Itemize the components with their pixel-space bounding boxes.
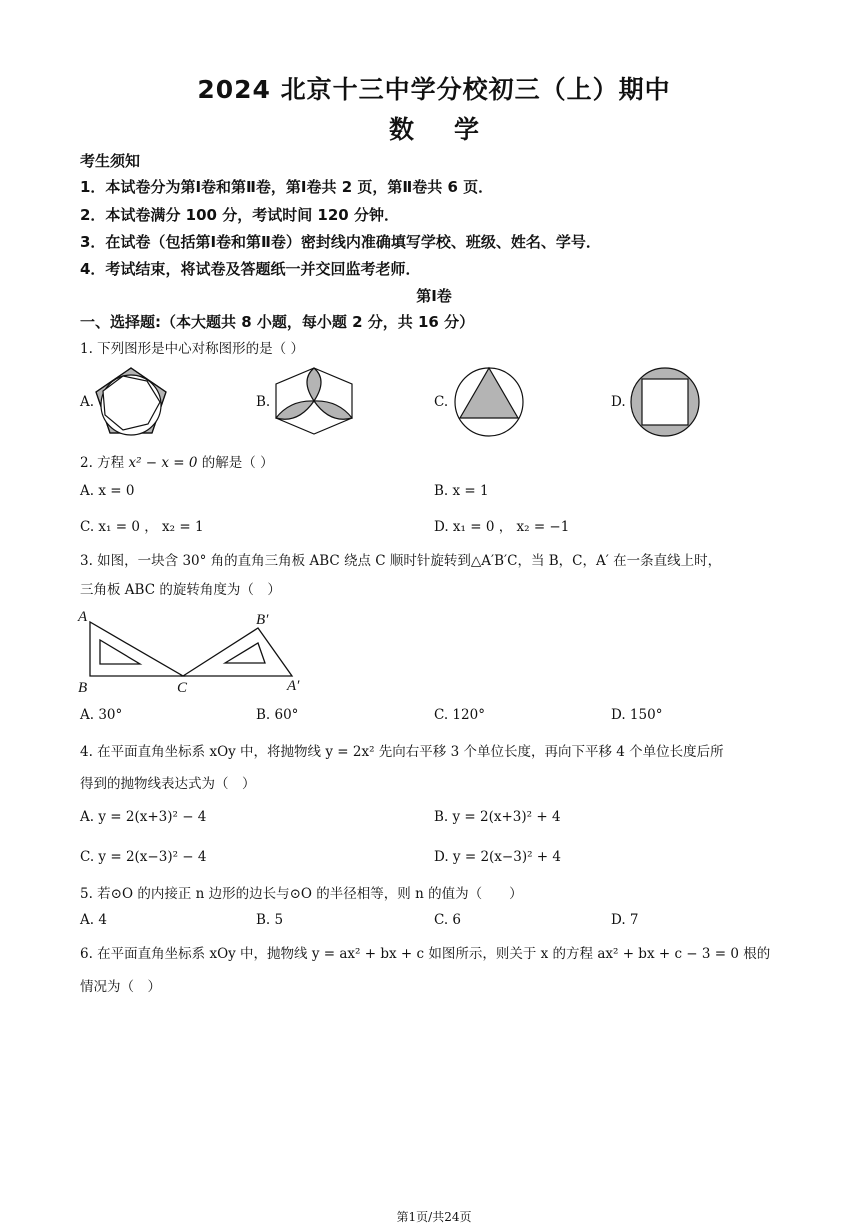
q5-option-b: B. 5 bbox=[256, 912, 284, 928]
label-a-prime: A′ bbox=[287, 678, 300, 694]
question-2-stem-post: 的解是（ ） bbox=[201, 455, 274, 471]
notice-item: 4．考试结束，将试卷及答题纸一并交回监考老师． bbox=[80, 260, 421, 278]
question-3-line2: 三角板 ABC 的旋转角度为（ ） bbox=[80, 582, 281, 598]
question-2-equation: x² − x = 0 bbox=[128, 455, 198, 471]
q2-option-b: B. x = 1 bbox=[434, 483, 489, 499]
q4-option-a: A. y = 2(x+3)² − 4 bbox=[80, 809, 207, 825]
q5-option-d: D. 7 bbox=[611, 912, 639, 928]
q3-option-c: C. 120° bbox=[434, 707, 485, 723]
q4-option-b: B. y = 2(x+3)² + 4 bbox=[434, 809, 561, 825]
notice-heading: 考生须知 bbox=[80, 152, 141, 170]
option-c-label: C. bbox=[434, 394, 449, 410]
q5-option-a: A. 4 bbox=[80, 912, 107, 928]
q3-option-b: B. 60° bbox=[256, 707, 299, 723]
question-3-line1: 3. 如图，一块含 30° 角的直角三角板 ABC 绕点 C 顺时针旋转到△A′B′C，当 B，C，A′ 在一条直线上时， bbox=[80, 553, 722, 569]
question-4-line1: 4. 在平面直角坐标系 xOy 中，将抛物线 y = 2x² 先向右平移 3 个单位长度，再向下平移 4 个单位长度后所 bbox=[80, 744, 724, 760]
q2-option-a: A. x = 0 bbox=[80, 483, 135, 499]
q5-option-c: C. 6 bbox=[434, 912, 462, 928]
notice-item: 1．本试卷分为第Ⅰ卷和第Ⅱ卷，第Ⅰ卷共 2 页，第Ⅱ卷共 6 页． bbox=[80, 178, 494, 196]
subject-title: 数学 bbox=[388, 115, 519, 144]
page-title: 2024 北京十三中学分校初三（上）期中 bbox=[197, 75, 671, 104]
label-b: B bbox=[78, 680, 88, 696]
section-heading: 一、选择题:（本大题共 8 小题，每小题 2 分，共 16 分） bbox=[80, 313, 475, 331]
question-1-stem: 1. 下列图形是中心对称图形的是（ ） bbox=[80, 341, 304, 357]
q4-option-d: D. y = 2(x−3)² + 4 bbox=[434, 849, 561, 865]
option-a-label: A. bbox=[80, 394, 95, 410]
question-4-line2: 得到的抛物线表达式为（ ） bbox=[80, 776, 256, 792]
label-b-prime: B′ bbox=[256, 612, 269, 628]
question-2-stem-pre: 2. 方程 bbox=[80, 455, 125, 471]
question-6-line1: 6. 在平面直角坐标系 xOy 中，抛物线 y = ax² + bx + c 如图所示，则关于 x 的方程 ax² + bx + c − 3 = 0 根的 bbox=[80, 946, 771, 962]
notice-item: 3．在试卷（包括第Ⅰ卷和第Ⅱ卷）密封线内准确填写学校、班级、姓名、学号． bbox=[80, 233, 601, 251]
q2-option-c: C. x₁ = 0 ， x₂ = 1 bbox=[80, 519, 204, 535]
q3-option-a: A. 30° bbox=[80, 707, 123, 723]
option-b-label: B. bbox=[256, 394, 271, 410]
part-title: 第Ⅰ卷 bbox=[416, 287, 452, 305]
page-footer: 第1页/共24页 bbox=[396, 1210, 472, 1224]
notice-item: 2．本试卷满分 100 分，考试时间 120 分钟． bbox=[80, 206, 399, 224]
q4-option-c: C. y = 2(x−3)² − 4 bbox=[80, 849, 207, 865]
label-a: A bbox=[78, 609, 88, 625]
q2-option-d: D. x₁ = 0 ， x₂ = −1 bbox=[434, 519, 570, 535]
q3-option-d: D. 150° bbox=[611, 707, 663, 723]
label-c: C bbox=[177, 680, 188, 696]
option-d-label: D. bbox=[611, 394, 626, 410]
question-5-stem: 5. 若⊙O 的内接正 n 边形的边长与⊙O 的半径相等，则 n 的值为（ ） bbox=[80, 886, 523, 902]
question-6-line2: 情况为（ ） bbox=[80, 979, 161, 995]
